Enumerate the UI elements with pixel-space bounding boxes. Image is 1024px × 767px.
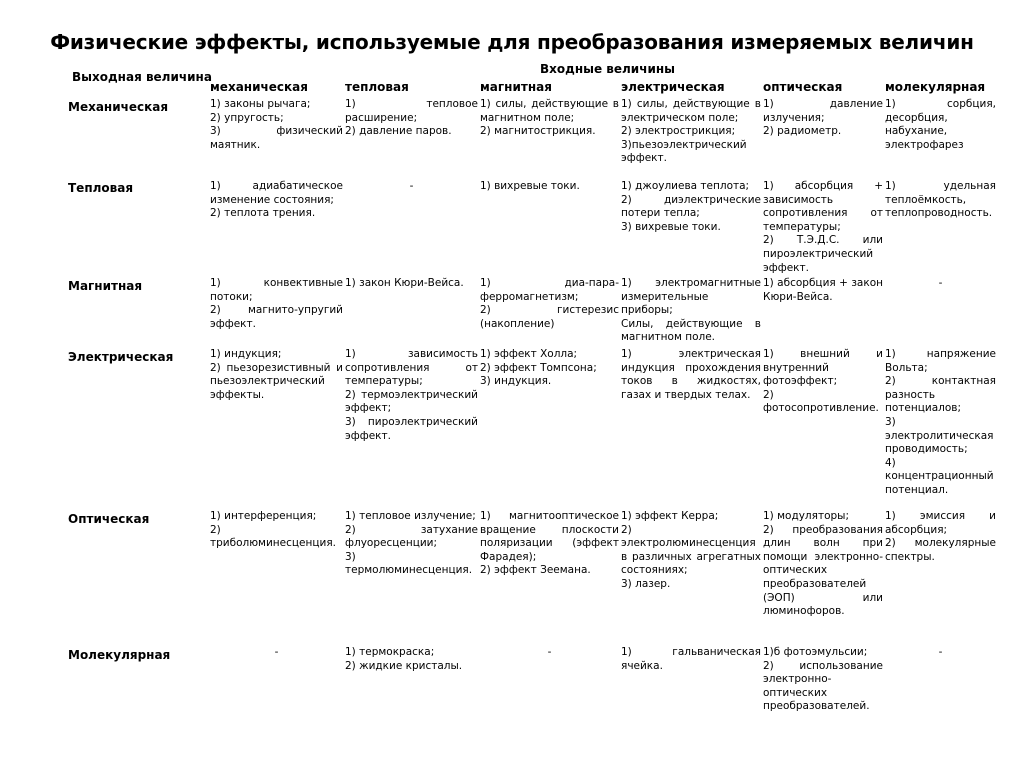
column-header-magnetic: магнитная (480, 80, 552, 94)
table-cell: 1) эффект Холла; 2) эффект Томпсона; 3) индукция. (480, 348, 597, 388)
table-cell: 1) индукция; 2) пьезорезистивный и пьезоэлектрический эффекты. (210, 348, 343, 401)
output-quantity-label: Выходная величина (72, 70, 212, 84)
column-header-electrical: электрическая (621, 80, 725, 94)
column-header-molecular: молекулярная (885, 80, 986, 94)
table-cell: 1) абсорбция + зависимость сопротивления от температуры; 2) Т.Э.Д.С. или пироэлектрический эффект. (763, 180, 883, 274)
table-cell: 1) термокраска; 2) жидкие кристалы. (345, 646, 463, 672)
table-cell: 1) джоулиева теплота; 2) диэлектрические потери тепла; 3) вихревые токи. (621, 180, 761, 233)
table-cell: 1) силы, действующие в магнитном поле; 2) магнитострикция. (480, 98, 619, 138)
column-header-mechanical: механическая (210, 80, 308, 94)
row-header-thermal: Тепловая (68, 181, 134, 195)
table-cell: 1) законы рычага; 2) упругость; 3) физический маятник. (210, 98, 343, 151)
table-cell: - (274, 646, 279, 658)
table-cell: 1) конвективные потоки; 2) магнито-упругий эффект. (210, 277, 343, 330)
table-cell: 1) эмиссия и абсорбция; 2) молекулярные спектры. (885, 510, 996, 563)
table-cell: 1) эффект Керра; 2) электролюминесценция в различных агрегатных состояниях; 3) лазер. (621, 510, 761, 590)
table-cell: 1) внешний и внутренний фотоэффект; 2) фотосопротивление. (763, 348, 883, 415)
table-cell: - (938, 646, 943, 658)
table-cell: 1) силы, действующие в электрическом поле; 2) электрострикция; 3)пьезоэлектрический эффект. (621, 98, 761, 165)
table-cell: 1) зависимость сопротивления от температуры; 2) термоэлектрический эффект; 3) пироэлектрический эффект. (345, 348, 478, 442)
table-cell: 1) закон Кюри-Вейса. (345, 277, 464, 289)
table-cell: 1) тепловое расширение; 2) давление паров. (345, 98, 478, 138)
table-cell: 1) абсорбция + закон Кюри-Вейса. (763, 277, 883, 303)
row-header-molecular: Молекулярная (68, 648, 171, 662)
table-cell: 1) электромагнитные измерительные приборы; Силы, действующие в магнитном поле. (621, 277, 761, 344)
table-cell: 1) интерференция; 2) триболюминесценция. (210, 510, 336, 550)
page-title: Физические эффекты, используемые для преобразования измеряемых величин (50, 30, 974, 54)
table-cell: 1) напряжение Вольта; 2) контактная разность потенциалов; 3) электролитическая проводимость; 4) концентрационный потенциал. (885, 348, 996, 496)
table-cell: - (938, 277, 943, 289)
table-cell: 1) электрическая индукция прохождения токов в жидкостях, газах и твердых телах. (621, 348, 761, 401)
row-header-electrical: Электрическая (68, 350, 174, 364)
table-cell: 1) диа-пара-ферромагнетизм; 2) гистерезис (накопление) (480, 277, 619, 330)
table-cell: - (409, 180, 414, 192)
row-header-optical: Оптическая (68, 512, 150, 526)
table-cell: 1) тепловое излучение; 2) затухание флуоресценции; 3) термолюминесценция. (345, 510, 478, 577)
table-cell: - (547, 646, 552, 658)
table-cell: 1) давление излучения; 2) радиометр. (763, 98, 883, 138)
row-header-magnetic: Магнитная (68, 279, 143, 293)
table-cell: 1)б фотоэмульсии; 2) использование электронно-оптических преобразователей. (763, 646, 883, 713)
column-header-optical: оптическая (763, 80, 843, 94)
table-cell: 1) гальваническая ячейка. (621, 646, 761, 672)
table-cell: 1) сорбция, десорбция, набухание, электрофарез (885, 98, 996, 151)
table-cell: 1) удельная теплоёмкость, теплопроводность. (885, 180, 996, 220)
row-header-mechanical: Механическая (68, 100, 169, 114)
table-cell: 1) адиабатическое изменение состояния; 2) теплота трения. (210, 180, 343, 220)
input-quantities-label: Входные величины (540, 62, 675, 76)
column-header-thermal: тепловая (345, 80, 409, 94)
table-cell: 1) вихревые токи. (480, 180, 580, 192)
table-cell: 1) модуляторы; 2) преобразования длин волн при помощи электронно-оптических преобразователей (ЭОП) или люминофоров. (763, 510, 883, 618)
table-cell: 1) магнитооптическое вращение плоскости поляризации (эффект Фарадея); 2) эффект Зеемана. (480, 510, 619, 577)
